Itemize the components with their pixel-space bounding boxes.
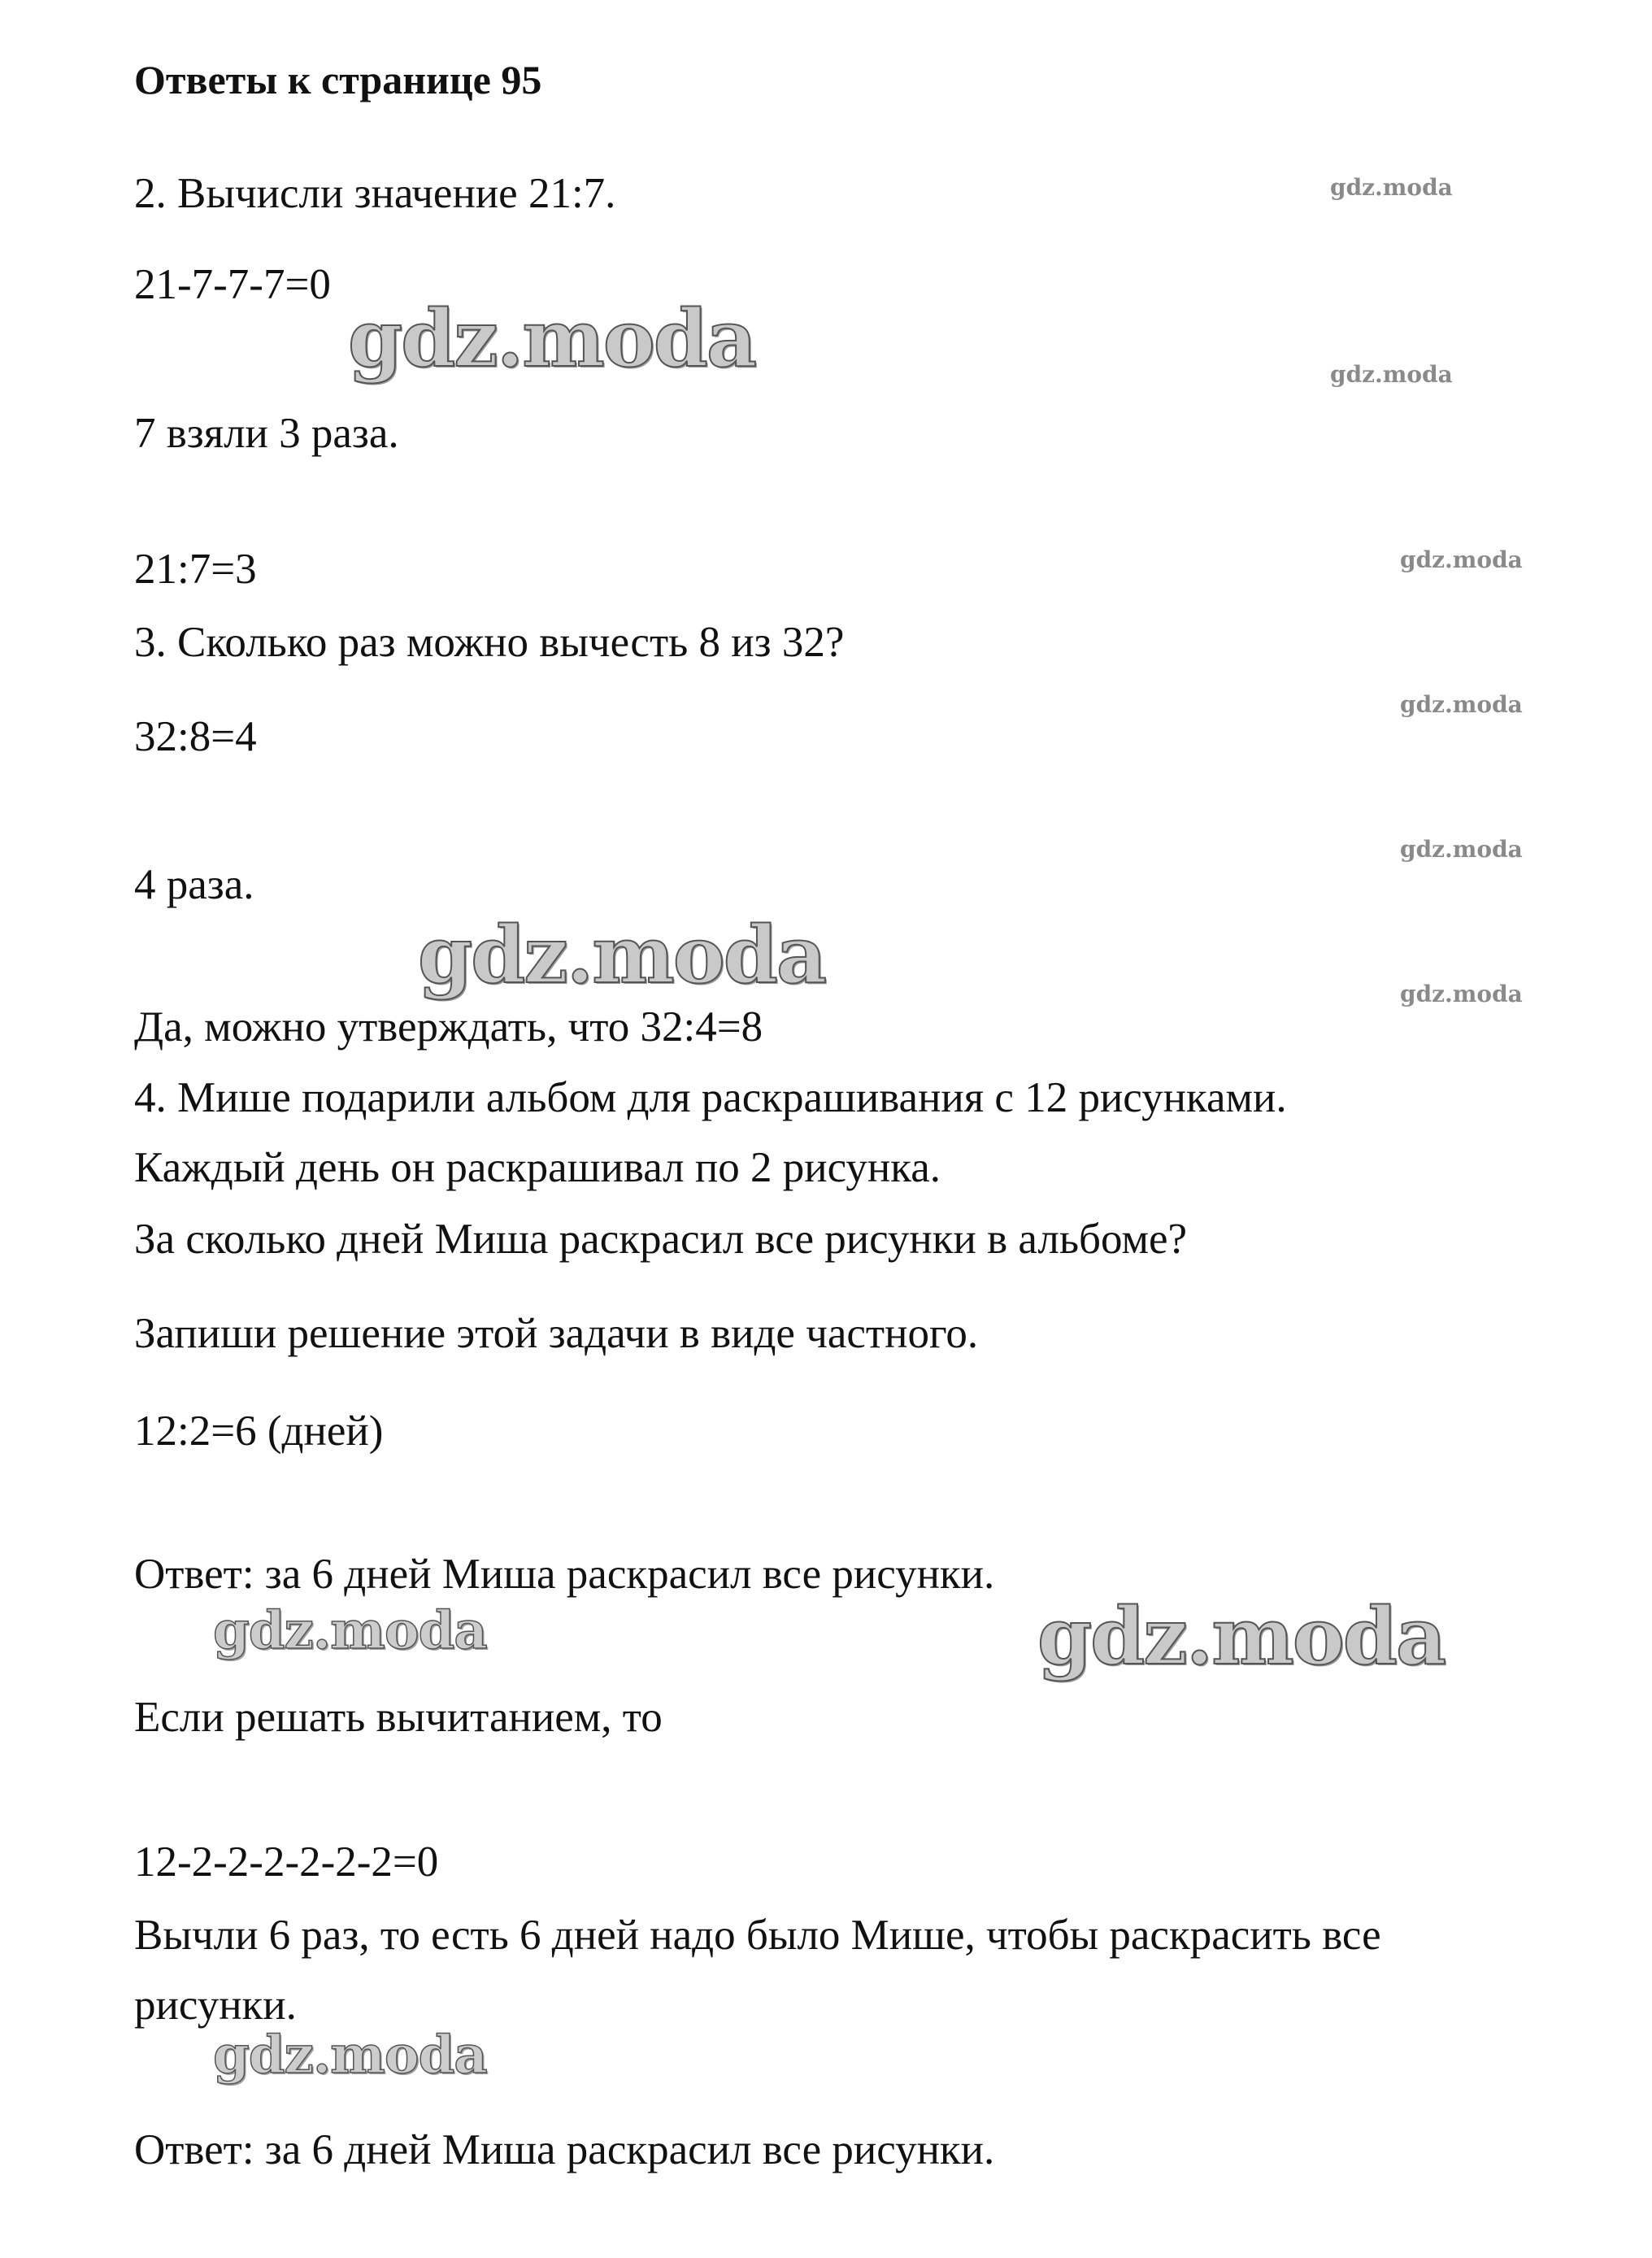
watermark-logo: gdz.moda xyxy=(1037,1590,1446,1682)
task-4-heading: 4. Мише подарили альбом для раскрашивания с 12 рисунками. xyxy=(134,1074,1287,1121)
task-3-heading: 3. Сколько раз можно вычесть 8 из 32? xyxy=(134,619,845,666)
task-2-division: 21:7=3 xyxy=(134,546,257,593)
task-3-statement: Да, можно утверждать, что 32:4=8 xyxy=(134,1003,763,1051)
task-4-instruction: Запиши решение этой задачи в виде частного. xyxy=(134,1310,979,1357)
watermark-logo: gdz.moda xyxy=(1400,546,1523,573)
watermark-logo: gdz.moda xyxy=(348,293,756,385)
task-2-times-taken: 7 взяли 3 раза. xyxy=(134,410,399,457)
task-4-subtraction-explanation: Вычли 6 раз, то есть 6 дней надо было Мише, чтобы раскрасить все xyxy=(134,1912,1381,1959)
task-3-division: 32:8=4 xyxy=(134,713,257,760)
page-title: Ответы к странице 95 xyxy=(134,57,542,102)
watermark-logo: gdz.moda xyxy=(418,909,826,1001)
watermark-logo: gdz.moda xyxy=(1400,691,1523,718)
watermark-logo: gdz.moda xyxy=(1330,361,1453,388)
task-4-division: 12:2=6 (дней) xyxy=(134,1407,384,1455)
watermark-logo: gdz.moda xyxy=(1400,981,1523,1007)
task-4-subtraction-intro: Если решать вычитанием, то xyxy=(134,1694,663,1741)
task-2-heading: 2. Вычисли значение 21:7. xyxy=(134,170,616,217)
task-4-subtraction-explanation-cont: рисунки. xyxy=(134,1982,297,2029)
watermark-logo: gdz.moda xyxy=(1330,174,1453,201)
watermark-logo: gdz.moda xyxy=(1400,836,1523,863)
task-4-subtraction: 12-2-2-2-2-2-2=0 xyxy=(134,1838,439,1886)
watermark-logo: gdz.moda xyxy=(213,2025,487,2086)
task-4-question: За сколько дней Миша раскрасил все рисунки в альбоме? xyxy=(134,1216,1188,1263)
task-2-subtraction: 21-7-7-7=0 xyxy=(134,261,331,308)
task-3-answer: 4 раза. xyxy=(134,861,254,908)
task-4-final-answer: Ответ: за 6 дней Миша раскрасил все рисунки. xyxy=(134,2126,995,2173)
task-4-line-2: Каждый день он раскрашивал по 2 рисунка. xyxy=(134,1144,941,1191)
task-4-answer: Ответ: за 6 дней Миша раскрасил все рисунки. xyxy=(134,1551,995,1598)
watermark-logo: gdz.moda xyxy=(213,1600,487,1661)
